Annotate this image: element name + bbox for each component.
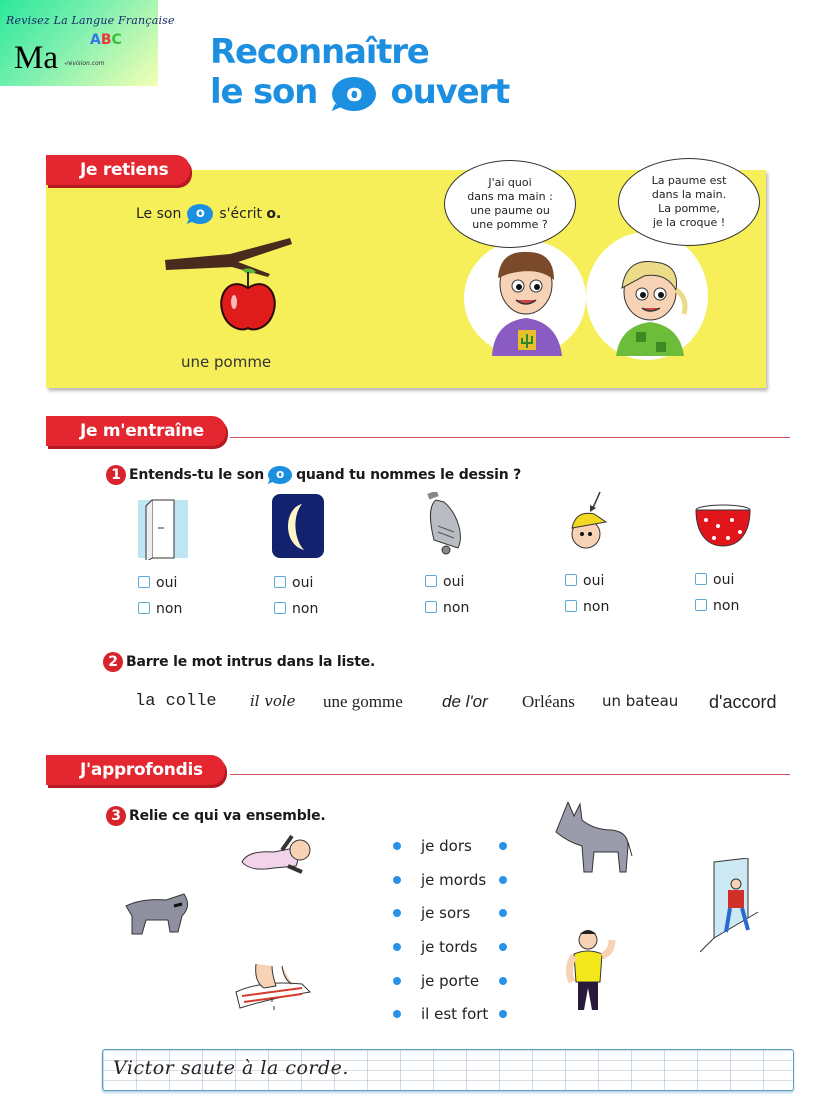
checkbox[interactable] bbox=[695, 573, 707, 585]
connect-dot-left[interactable] bbox=[393, 943, 401, 951]
connect-dot-left[interactable] bbox=[393, 876, 401, 884]
checkbox[interactable] bbox=[138, 576, 150, 588]
bowl-icon bbox=[694, 504, 752, 548]
door-icon bbox=[138, 498, 188, 560]
exercise-1-choices-bell bbox=[425, 569, 469, 621]
exercise-number-badge: 2 bbox=[103, 652, 123, 672]
sound-bubble-icon: o bbox=[187, 204, 213, 224]
word-option[interactable]: Orléans bbox=[522, 692, 575, 711]
boy-cap-icon bbox=[566, 490, 612, 558]
choice-non[interactable]: non bbox=[565, 594, 609, 620]
checkbox[interactable] bbox=[425, 601, 437, 613]
section-divider bbox=[230, 774, 790, 775]
rule-sentence: Le son o s'écrit o. bbox=[136, 206, 282, 222]
logo-domain: -revision.com bbox=[64, 60, 105, 67]
connect-dot-right[interactable] bbox=[499, 1010, 507, 1018]
connect-dot-left[interactable] bbox=[393, 977, 401, 985]
moon-icon bbox=[272, 494, 324, 558]
choice-oui[interactable]: oui bbox=[695, 567, 739, 593]
verb-item: je sors bbox=[421, 904, 471, 922]
section-tab-japprofondis: J'approfondis bbox=[46, 755, 225, 785]
girl-character-icon bbox=[600, 250, 700, 356]
speech-bubble-girl: La paume est dans la main. La pomme, je la croque ! bbox=[618, 158, 760, 246]
checkbox[interactable] bbox=[138, 602, 150, 614]
logo-abc: ABC bbox=[90, 32, 122, 48]
connect-dot-right[interactable] bbox=[499, 876, 507, 884]
sound-bubble-icon: o bbox=[332, 77, 376, 111]
word-option[interactable]: un bateau bbox=[602, 692, 679, 710]
speech-bubble-boy: J'ai quoi dans ma main : une paume ou une pomme ? bbox=[444, 160, 576, 248]
verb-item: je tords bbox=[421, 938, 478, 956]
choice-oui[interactable]: oui bbox=[565, 568, 609, 594]
model-sentence: Victor saute à la corde. bbox=[113, 1057, 349, 1079]
choice-oui[interactable]: oui bbox=[274, 570, 318, 596]
donkey-icon bbox=[554, 802, 634, 876]
exercise-1-choices-door bbox=[138, 570, 182, 622]
choice-non[interactable]: non bbox=[274, 596, 318, 622]
verb-item: je mords bbox=[421, 871, 487, 889]
man-exit-door-icon bbox=[700, 858, 760, 954]
section-divider bbox=[230, 437, 790, 438]
section-tab-je-mentraine: Je m'entraîne bbox=[46, 416, 226, 446]
exercise-number-badge: 3 bbox=[106, 806, 126, 826]
exercise-1-choices-boy bbox=[565, 568, 609, 620]
connect-dot-right[interactable] bbox=[499, 909, 507, 917]
bell-icon bbox=[424, 492, 474, 558]
exercise-1-choices-moon bbox=[274, 570, 318, 622]
connect-dot-right[interactable] bbox=[499, 842, 507, 850]
checkbox[interactable] bbox=[274, 576, 286, 588]
page-title bbox=[210, 32, 509, 112]
handwriting-copy-line bbox=[102, 1049, 794, 1091]
choice-non[interactable]: non bbox=[138, 596, 182, 622]
connect-dot-right[interactable] bbox=[499, 977, 507, 985]
exercise-1-question: 1 Entends-tu le son o quand tu nommes le dessin ? bbox=[106, 465, 521, 485]
dog-icon bbox=[122, 886, 192, 938]
word-option[interactable]: il vole bbox=[250, 692, 296, 710]
exercise-number-badge: 1 bbox=[106, 465, 126, 485]
title-line-2: le son o ouvert bbox=[210, 72, 510, 112]
exercise-2-question: 2 Barre le mot intrus dans la liste. bbox=[103, 652, 375, 672]
connect-dot-right[interactable] bbox=[499, 943, 507, 951]
logo-wordmark: Ma bbox=[14, 40, 58, 76]
verb-item: il est fort bbox=[421, 1005, 489, 1023]
choice-non[interactable]: non bbox=[695, 593, 739, 619]
site-logo bbox=[0, 0, 175, 86]
checkbox[interactable] bbox=[695, 599, 707, 611]
checkbox[interactable] bbox=[274, 602, 286, 614]
section-tab-je-retiens: Je retiens bbox=[46, 155, 190, 185]
connect-dot-left[interactable] bbox=[393, 842, 401, 850]
choice-oui[interactable]: oui bbox=[138, 570, 182, 596]
choice-oui[interactable]: oui bbox=[425, 569, 469, 595]
exercise-3-question: 3 Relie ce qui va ensemble. bbox=[106, 806, 326, 826]
strong-man-icon bbox=[566, 928, 622, 1014]
word-option[interactable]: de l'or bbox=[442, 692, 488, 711]
apple-label: une pomme bbox=[181, 353, 272, 371]
checkbox[interactable] bbox=[565, 600, 577, 612]
verb-item: je dors bbox=[421, 837, 472, 855]
connect-dot-left[interactable] bbox=[393, 1010, 401, 1018]
word-option[interactable]: une gomme bbox=[323, 692, 403, 711]
word-option[interactable]: d'accord bbox=[709, 692, 777, 712]
connect-dot-left[interactable] bbox=[393, 909, 401, 917]
apple-branch-icon bbox=[160, 232, 300, 337]
title-line-1: Reconnaître bbox=[210, 32, 429, 72]
word-option[interactable]: la colle bbox=[135, 692, 217, 711]
exercise-1-choices-bowl bbox=[695, 567, 739, 619]
baby-icon bbox=[238, 832, 314, 878]
checkbox[interactable] bbox=[565, 574, 577, 586]
checkbox[interactable] bbox=[425, 575, 437, 587]
logo-tagline: Revisez La Langue Française bbox=[6, 14, 175, 27]
choice-non[interactable]: non bbox=[425, 595, 469, 621]
wringing-hands-icon bbox=[232, 962, 316, 1014]
boy-character-icon bbox=[478, 244, 574, 356]
sound-bubble-icon: o bbox=[268, 466, 292, 484]
verb-item: je porte bbox=[421, 972, 480, 990]
